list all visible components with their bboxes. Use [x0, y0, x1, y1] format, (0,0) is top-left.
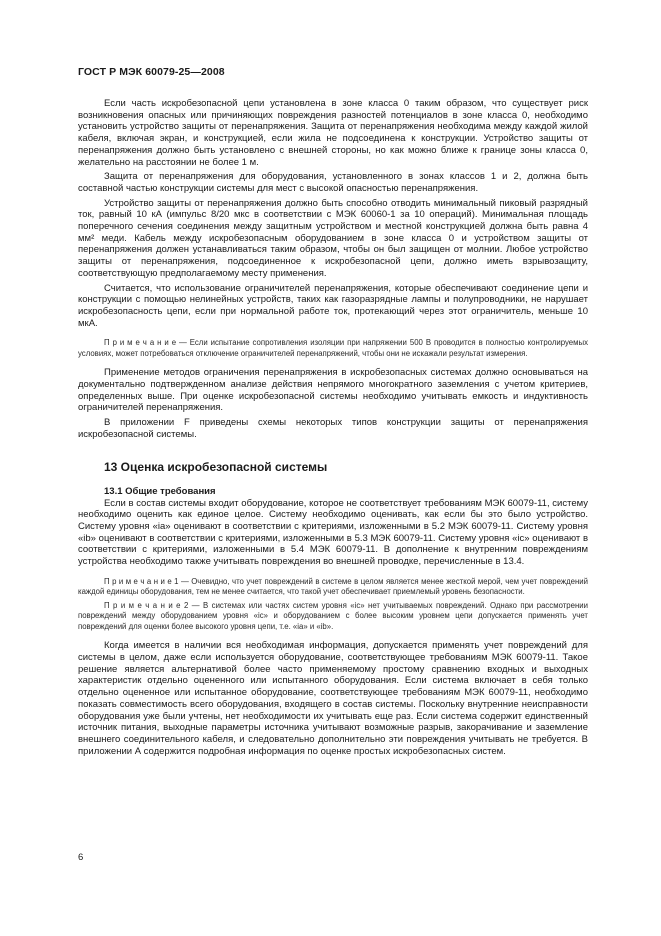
- paragraph: В приложении F приведены схемы некоторых типов конструкции защиты от перенапряжения искробезопасной системы.: [78, 417, 588, 440]
- document-body: [78, 98, 588, 760]
- note-label: П р и м е ч а н и е 1: [104, 576, 179, 586]
- note-text: — Если испытание сопротивления изоляции при напряжении 500 В проводится в полностью контролируемых условиях, может потребоваться отключение ограничителей перенапряжений, чтобы они не искажали результат измерения.: [78, 338, 588, 358]
- note: [78, 601, 588, 633]
- paragraph: Применение методов ограничения перенапряжения в искробезопасных системах должно основываться на документально подтвержденном анализе действия непрямого многократного заземления с учетом критериев, определенных выше. При оценке искробезопасной системы необходимо учитывать емкость и индуктивность ограничителей перенапряжения.: [78, 367, 588, 414]
- page-number: 6: [78, 852, 84, 863]
- note: [78, 338, 588, 359]
- paragraph: Если часть искробезопасной цепи установлена в зоне класса 0 таким образом, что существует риск возникновения опасных или причиняющих повреждения разностей потенциалов в зоне класса 0, необходимо установить устройство защиты от перенапряжения. Защита от перенапряжения необходима между каждой жилой кабеля, включая экран, и конструкцией, если жила не подсоединена к конструкции. Устройство защиты от перенапряжения должно быть установлено с внешней стороны, но как можно ближе к границе зоны класса 0, желательно на расстоянии не более 1 м.: [78, 98, 588, 168]
- paragraph: Устройство защиты от перенапряжения должно быть способно отводить минимальный пиковый разрядный ток, равный 10 кА (импульс 8/20 мкс в соответствии с МЭК 60060-1 за 10 операций). Минимальная площадь поперечного сечения соединения между защитным устройством и местной конструкцией должна быть равна 4 мм² меди. Кабель между искробезопасным оборудованием в зоне класса 0 и устройством защиты от перенапряжения должен устанавливаться таким образом, чтобы он был защищен от молнии. Любое устройство защиты от перенапряжения, подсоединенное к искробезопасной цепи, должно иметь взрывозащиту, соответствующую предполагаемому месту применения.: [78, 197, 588, 279]
- paragraph: Считается, что использование ограничителей перенапряжения, которые обеспечивают соединение цепи и конструкции с помощью нелинейных устройств, таких как газоразрядные лампы и полупроводники, не нарушает искробезопасность цепи, если при нормальной работе ток, протекающий через этот ограничитель, меньше 10 мкА.: [78, 282, 588, 329]
- subsection-heading: 13.1 Общие требования: [104, 485, 216, 497]
- document-header: ГОСТ Р МЭК 60079-25—2008: [78, 66, 225, 78]
- section-heading: 13 Оценка искробезопасной системы: [104, 459, 328, 474]
- note-label: П р и м е ч а н и е: [104, 338, 177, 348]
- note-label: П р и м е ч а н и е 2: [104, 600, 189, 610]
- note-text: — Очевидно, что учет повреждений в системе в целом является менее жесткой мерой, чем учет повреждений каждой единицы оборудования, тем не менее считается, что такой учет обеспечивает приемлемый уровень безопасности.: [78, 576, 588, 597]
- paragraph: Если в состав системы входит оборудование, которое не соответствует требованиям МЭК 60079-11, систему необходимо оценить как единое целое. Систему необходимо оценивать, как если бы это было устройство. Систему уровня «ia» оценивают в соответствии с критериями, изложенными в 5.2 МЭК 60079-11. Систему уровня «ib» оценивают в соответствии с критериями, изложенными в 5.3 МЭК 60079-11. Систему уровня «ic» оценивают в соответствии с критериями, изложенными в 5.4 МЭК 60079-11. В дополнение к внутренним повреждениям устройства необходимо также учитывать повреждения во внешней проводке, перечисленные в 13.4.: [78, 497, 588, 568]
- note: [78, 577, 588, 598]
- paragraph: Когда имеется в наличии вся необходимая информация, допускается применять учет повреждений для системы в целом, даже если используется оборудование, соответствующее требованиям МЭК 60079-11. Такое решение является альтернативой более часто применяемому простому сравнению входных и выходных характеристик отдельно оцененного или испытанного оборудования. Если система включает в себя только отдельно оцененное или испытанное оборудование, соответствующее требованиям МЭК 60079-11, необходимо показать совместимость всего оборудования, входящего в состав системы. Поскольку внутренние неисправности оборудования уже были учтены, нет необходимости их учитывать еще раз. Если система содержит единственный источник питания, выходные параметры источника учитывают возможные разрыв, закорачивание и заземление внешнего соединительного кабеля, и следовательно дополнительно эти повреждения учитывать не требуется. В приложении А содержится подробная информация по оценке простых искробезопасных систем.: [78, 640, 588, 757]
- note-text: — В системах или частях систем уровня «ic» нет учитываемых повреждений. Однако при рассмотрении повреждений между оборудованием уровня «ic» и оборудованием с более высоким уровнем цепи допускается применять учет повреждений для оценки более высокого уровня цепи, т.е. «ia» и «ib».: [78, 600, 588, 631]
- paragraph: Защита от перенапряжения для оборудования, установленного в зонах классов 1 и 2, должна быть составной частью конструкции системы для мест с высокой опасностью перенапряжения.: [78, 171, 588, 194]
